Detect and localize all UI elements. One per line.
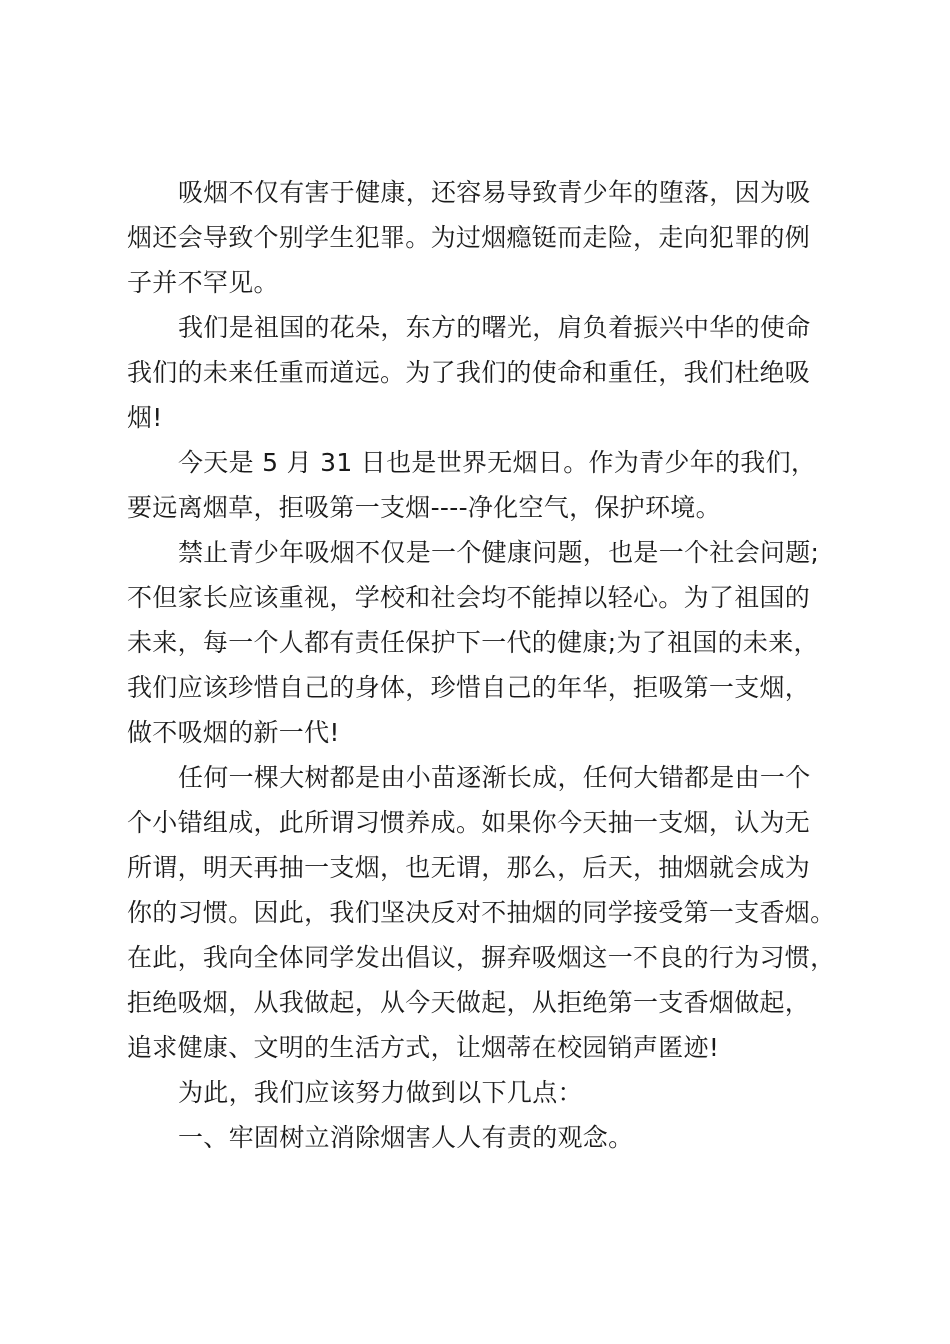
text-line: 做不吸烟的新一代! bbox=[127, 718, 340, 747]
text-line: 为此，我们应该努力做到以下几点： bbox=[178, 1078, 583, 1107]
text-line: 子并不罕见。 bbox=[127, 268, 279, 297]
text-line: 烟! bbox=[127, 403, 163, 432]
text-line: 吸烟不仅有害于健康，还容易导致青少年的堕落，因为吸 bbox=[178, 178, 811, 207]
text-line: 你的习惯。因此，我们坚决反对不抽烟的同学接受第一支香烟。 bbox=[127, 898, 836, 927]
text-line: 个小错组成，此所谓习惯养成。如果你今天抽一支烟，认为无 bbox=[127, 808, 811, 837]
text-line: 要远离烟草，拒吸第一支烟----净化空气，保护环境。 bbox=[127, 493, 721, 522]
text-line: 禁止青少年吸烟不仅是一个健康问题，也是一个社会问题; bbox=[178, 538, 820, 567]
text-line: 我们是祖国的花朵，东方的曙光，肩负着振兴中华的使命 bbox=[178, 313, 811, 342]
text-line: 烟还会导致个别学生犯罪。为过烟瘾铤而走险，走向犯罪的例 bbox=[127, 223, 811, 252]
text-line: 所谓，明天再抽一支烟，也无谓，那么，后天，抽烟就会成为 bbox=[127, 853, 811, 882]
text-line: 不但家长应该重视，学校和社会均不能掉以轻心。为了祖国的 bbox=[127, 583, 811, 612]
text-line: 任何一棵大树都是由小苗逐渐长成，任何大错都是由一个 bbox=[178, 763, 811, 792]
document-body bbox=[127, 170, 847, 1160]
text-line: 追求健康、文明的生活方式，让烟蒂在校园销声匿迹! bbox=[127, 1033, 720, 1062]
text-line: 今天是 5 月 31 日也是世界无烟日。作为青少年的我们， bbox=[178, 448, 817, 477]
text-line: 一、牢固树立消除烟害人人有责的观念。 bbox=[178, 1123, 634, 1152]
text-line: 在此，我向全体同学发出倡议，摒弃吸烟这一不良的行为习惯， bbox=[127, 943, 836, 972]
text-line: 我们的未来任重而道远。为了我们的使命和重任，我们杜绝吸 bbox=[127, 358, 811, 387]
text-line: 拒绝吸烟，从我做起，从今天做起，从拒绝第一支香烟做起， bbox=[127, 988, 811, 1017]
text-line: 我们应该珍惜自己的身体，珍惜自己的年华，拒吸第一支烟， bbox=[127, 673, 811, 702]
text-line: 未来，每一个人都有责任保护下一代的健康;为了祖国的未来， bbox=[127, 628, 819, 657]
